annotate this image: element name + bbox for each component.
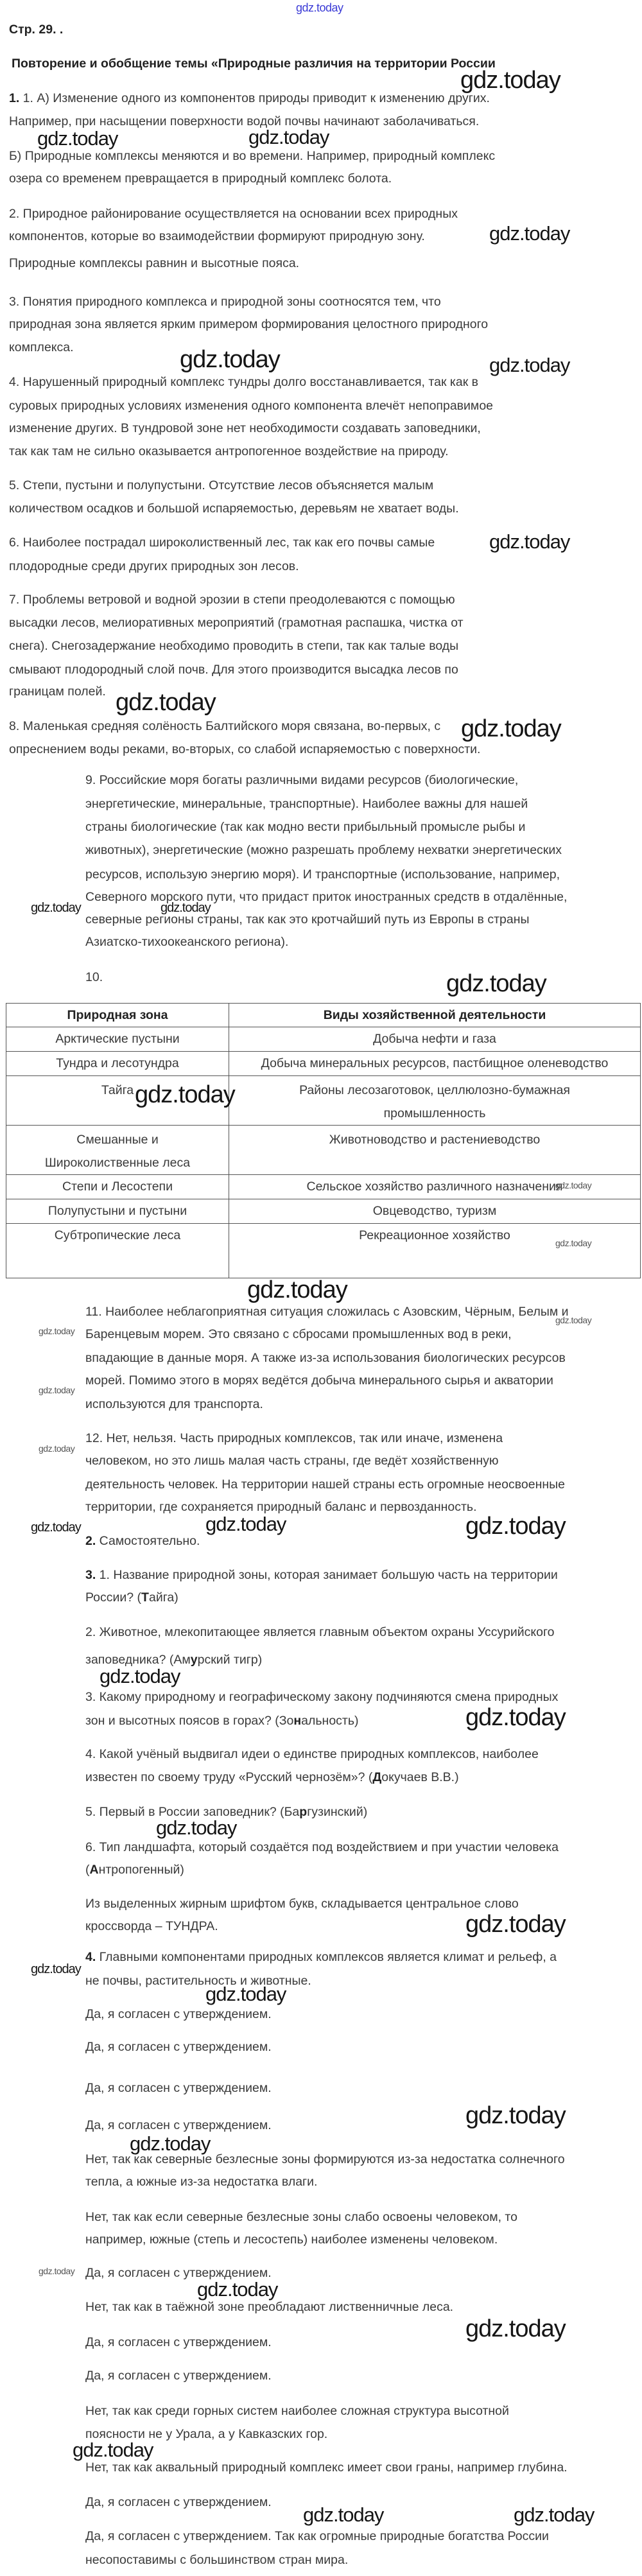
zone-cell xyxy=(6,1076,229,1126)
cell-text: Овцеводство, туризм xyxy=(372,1204,497,1218)
text-line: несопоставимы с большинством стран мира. xyxy=(85,2553,349,2567)
text-line: поясности не у Урала, а у Кавказских гор. xyxy=(85,2427,328,2441)
text-segment: 1. А) Изменение одного из компонентов природы приводит к изменению других. xyxy=(19,91,490,105)
text-line: Азиатско-тихоокеанского региона). xyxy=(85,935,289,949)
table-row xyxy=(6,1224,641,1278)
watermark-logo: gdz.today xyxy=(465,1704,566,1731)
bold-text: н xyxy=(293,1714,302,1728)
bold-text: у xyxy=(190,1653,198,1667)
text-line xyxy=(85,1770,459,1785)
text-line: 5. Степи, пустыни и полупустыни. Отсутствие лесов объясняется малым xyxy=(9,478,434,492)
activity-cell xyxy=(229,1126,641,1175)
watermark-logo: gdz.today xyxy=(39,1443,75,1454)
table-row xyxy=(6,1175,641,1199)
text-line: границам полей. xyxy=(9,684,106,699)
bold-text: Д xyxy=(372,1770,382,1784)
text-segment: зон и высотных поясов в горах? (Зо xyxy=(85,1714,294,1728)
text-line: Да, я согласен с утверждением. xyxy=(85,2007,272,2021)
text-line: 4. Какой учёный выдвигал идеи о единстве природных комплексов, наиболее xyxy=(85,1747,539,1761)
cell-text: Широколиственные леса xyxy=(44,1156,191,1170)
watermark-logo: gdz.today xyxy=(31,901,81,915)
text-line: Да, я согласен с утверждением. xyxy=(85,2495,272,2509)
cell-text: Арктические пустыни xyxy=(55,1032,180,1046)
zone-cell xyxy=(6,1126,229,1175)
text-line: Да, я согласен с утверждением. xyxy=(85,2335,272,2349)
text-line: 10. xyxy=(85,970,103,984)
watermark-logo: gdz.today xyxy=(31,1520,81,1535)
header-activities: Виды хозяйственной деятельности xyxy=(229,1004,641,1027)
text-line: 6. Тип ландшафта, который создаётся под воздействием и при участии человека xyxy=(85,1840,559,1854)
text-line xyxy=(85,1949,557,1965)
text-line: 6. Наиболее пострадал широколиственный лес, так как его почвы самые xyxy=(9,535,435,550)
text-line: 11. Наиболее неблагоприятная ситуация сложилась с Азовским, Чёрным, Белым и xyxy=(85,1305,569,1319)
watermark-logo: gdz.today xyxy=(465,1911,566,1938)
text-line: северные регионы страны, так как это кротчайший путь из Европы в страны xyxy=(85,912,530,927)
table-row xyxy=(6,1052,641,1076)
text-line: страны биологические (так как модно вести прибыльный промысле рыбы и xyxy=(85,820,526,834)
text-segment: Главными компонентами природных комплексов является климат и рельеф, а xyxy=(96,1950,557,1964)
text-segment: России? ( xyxy=(85,1590,142,1605)
text-segment: 5. Первый в России заповедник? (Ба xyxy=(85,1805,300,1819)
text-line: Нет, так как северные безлесные зоны формируются из-за недостатка солнечного xyxy=(85,2152,565,2166)
text-line: 7. Проблемы ветровой и водной эрозии в степи преодолеваются с помощью xyxy=(9,593,455,607)
table-row xyxy=(6,1126,641,1175)
bold-text: Т xyxy=(141,1590,149,1605)
text-line: Из выделенных жирным шрифтом букв, складывается центральное слово xyxy=(85,1897,519,1911)
text-line: Да, я согласен с утверждением. xyxy=(85,2369,272,2383)
text-line: морей. Помимо этого в морях ведётся добыча минерального сырья и акватории xyxy=(85,1373,553,1388)
text-line: тепла, а южные из-за недостатка влаги. xyxy=(85,2175,318,2189)
page-title: Повторение и обобщение темы «Природные различия на территории России xyxy=(12,57,496,71)
watermark-logo: gdz.today xyxy=(489,222,570,245)
zone-cell xyxy=(6,1224,229,1278)
text-line: высадки лесов, мелиоративных мероприятий (грамотная распашка, чистка от xyxy=(9,616,464,630)
watermark-logo: gdz.today xyxy=(248,126,329,148)
text-line: кроссворда – ТУНДРА. xyxy=(85,1919,218,1933)
text-line: суровых природных условиях изменения одного компонента влечёт непоправимое xyxy=(9,399,494,413)
bold-text: 1. xyxy=(9,91,20,105)
watermark-logo: gdz.today xyxy=(247,1276,347,1303)
text-line: деятельность человек. На территории нашей страны есть огромные неосвоенные xyxy=(85,1477,565,1492)
watermark-logo: gdz.today xyxy=(160,901,211,915)
text-line: используются для транспорта. xyxy=(85,1397,263,1411)
cell-text: Добыча нефти и газа xyxy=(373,1032,496,1046)
watermark-logo: gdz.today xyxy=(446,970,546,997)
bold-text: 4. xyxy=(85,1950,96,1964)
table-header-row xyxy=(6,1004,641,1027)
text-line: Нет, так как аквальный природный комплекс имеет свои граны, например глубина. xyxy=(85,2460,568,2475)
text-line: комплекса. xyxy=(9,340,74,354)
text-line: например, южные (степь и лесостепь) наиболее изменены человеком. xyxy=(85,2232,498,2247)
activity-cell xyxy=(229,1052,641,1076)
text-line: ресурсов, использую энергию моря). И транспортные (использование, например, xyxy=(85,867,560,882)
text-line: снега). Снегозадержание необходимо проводить в степи, так как талые воды xyxy=(9,639,459,653)
text-segment: айга) xyxy=(148,1590,178,1605)
text-line: Б) Природные комплексы меняются и во времени. Например, природный комплекс xyxy=(9,149,496,163)
text-line xyxy=(85,1862,184,1877)
text-line: человеком, но это лишь малая часть страны, где ведёт хозяйственную xyxy=(85,1454,499,1468)
text-line: количеством осадков и большой испаряемостью, деревьям не хватает воды. xyxy=(9,501,459,516)
watermark-logo: gdz.today xyxy=(39,1326,75,1336)
zone-cell xyxy=(6,1027,229,1052)
watermark-logo: gdz.today xyxy=(555,1315,592,1325)
text-line xyxy=(85,1590,178,1605)
text-line: озера со временем превращается в природный комплекс болота. xyxy=(9,171,392,186)
watermark-logo: gdz.today xyxy=(100,1665,180,1687)
zone-cell xyxy=(6,1199,229,1224)
watermark-logo: gdz.today xyxy=(39,1385,75,1395)
activity-cell xyxy=(229,1027,641,1052)
activity-cell xyxy=(229,1175,641,1199)
text-line: территории, где сохраняется природный баланс и первозданность. xyxy=(85,1500,477,1514)
cell-text: Смешанные и xyxy=(76,1133,159,1147)
text-line: 2. Природное районирование осуществляется на основании всех природных xyxy=(9,207,458,221)
text-line: Да, я согласен с утверждением. xyxy=(85,2266,272,2280)
text-line: Да, я согласен с утверждением. xyxy=(85,2118,272,2132)
watermark-logo: gdz.today xyxy=(135,1081,235,1108)
text-line xyxy=(9,91,490,106)
table-row xyxy=(6,1027,641,1052)
text-line: компонентов, которые во взаимодействии формируют природную зону. xyxy=(9,229,425,243)
cell-text: Сельское хозяйство различного назначения xyxy=(306,1179,563,1194)
bold-text: 3. xyxy=(85,1568,96,1582)
text-line: 2. Животное, млекопитающее является главным объектом охраны Уссурийского xyxy=(85,1625,555,1639)
text-line: Природные комплексы равнин и высотные пояса. xyxy=(9,256,300,270)
text-line: 4. Нарушенный природный комплекс тундры долго восстанавливается, так как в xyxy=(9,375,479,389)
text-line: Например, при насыщении поверхности водой почвы начинают заболачиваться. xyxy=(9,114,480,128)
watermark-logo: gdz.today xyxy=(555,1180,592,1190)
watermark-logo: gdz.today xyxy=(460,67,560,94)
page-label: Стр. 29. . xyxy=(9,22,64,37)
text-line xyxy=(85,1567,558,1583)
text-line: опреснением воды реками, во-вторых, со слабой испаряемостью с поверхности. xyxy=(9,742,481,756)
text-line: Нет, так как среди горных систем наиболее сложная структура высотной xyxy=(85,2404,509,2418)
cell-text: Степи и Лесостепи xyxy=(62,1179,173,1194)
header-zone: Природная зона xyxy=(6,1004,229,1027)
activity-cell xyxy=(229,1076,641,1126)
watermark-logo: gdz.today xyxy=(205,1513,286,1535)
text-line: Да, я согласен с утверждением. xyxy=(85,2040,272,2054)
text-line: не почвы, растительность и животные. xyxy=(85,1974,311,1988)
zone-cell xyxy=(6,1052,229,1076)
text-line: Нет, так как в таёжной зоне преобладают лиственничные леса. xyxy=(85,2300,454,2314)
text-segment: альность) xyxy=(301,1714,359,1728)
text-segment: рский тигр) xyxy=(197,1653,263,1667)
watermark-logo: gdz.today xyxy=(31,1962,81,1976)
cell-text: Полупустыни и пустыни xyxy=(48,1204,187,1218)
cell-text: промышленность xyxy=(383,1106,486,1120)
text-line: впадающие в данные моря. А также из-за использования биологических ресурсов xyxy=(85,1351,566,1365)
text-segment: гузинский) xyxy=(307,1805,368,1819)
watermark-logo: gdz.today xyxy=(156,1816,237,1839)
watermark-logo: gdz.today xyxy=(116,689,216,716)
text-segment: заповедника? (Ам xyxy=(85,1653,191,1667)
site-link[interactable]: gdz.today xyxy=(296,1,343,14)
watermark-logo: gdz.today xyxy=(461,715,561,742)
cell-text: Животноводство и растениеводство xyxy=(329,1133,541,1147)
watermark-logo: gdz.today xyxy=(37,127,118,150)
text-segment: ( xyxy=(85,1863,90,1877)
cell-text: Районы лесозаготовок, целлюлозно-бумажная xyxy=(299,1083,570,1097)
watermark-logo: gdz.today xyxy=(555,1238,592,1248)
text-line xyxy=(85,1533,200,1549)
text-line: Да, я согласен с утверждением. Так как огромные природные богатства России xyxy=(85,2529,549,2543)
text-line: так как там не сильно оказывается антропогенное воздействие на природу. xyxy=(9,444,449,458)
watermark-logo: gdz.today xyxy=(465,2315,566,2342)
watermark-logo: gdz.today xyxy=(39,2266,75,2276)
text-line: 9. Российские моря богаты различными видами ресурсов (биологические, xyxy=(85,773,519,787)
watermark-logo: gdz.today xyxy=(465,2102,566,2129)
zones-activities-table xyxy=(6,1003,641,1278)
table-row xyxy=(6,1076,641,1126)
bold-text: р xyxy=(299,1805,308,1819)
watermark-logo: gdz.today xyxy=(489,354,570,376)
watermark-logo: gdz.today xyxy=(197,2278,278,2301)
cell-text: Тундра и лесотундра xyxy=(56,1056,179,1070)
text-line: Баренцевым морем. Это связано с сбросами промышленных вод в реки, xyxy=(85,1327,512,1341)
watermark-logo: gdz.today xyxy=(303,2503,384,2526)
table-row xyxy=(6,1199,641,1224)
text-segment: 1. Название природной зоны, которая занимает большую часть на территории xyxy=(96,1568,558,1582)
activity-cell xyxy=(229,1199,641,1224)
activity-cell xyxy=(229,1224,641,1278)
cell-text: Рекреационное хозяйство xyxy=(359,1228,510,1242)
zone-cell xyxy=(6,1175,229,1199)
watermark-logo: gdz.today xyxy=(465,1513,566,1540)
watermark-logo: gdz.today xyxy=(180,346,280,373)
cell-text: Тайга xyxy=(101,1083,134,1097)
text-line xyxy=(85,1713,359,1728)
text-line: энергетические, минеральные, транспортные). Наиболее важны для нашей xyxy=(85,797,528,811)
text-line xyxy=(85,1652,262,1667)
watermark-logo: gdz.today xyxy=(130,2132,211,2155)
text-line xyxy=(85,1804,367,1820)
text-line: Да, я согласен с утверждением. xyxy=(85,2081,272,2095)
cell-text: Добыча минеральных ресурсов, пастбищное оленеводство xyxy=(261,1056,609,1070)
watermark-logo: gdz.today xyxy=(514,2503,594,2526)
watermark-logo: gdz.today xyxy=(73,2439,153,2461)
text-segment: известен по своему труду «Русский чернозём»? ( xyxy=(85,1770,373,1784)
watermark-logo: gdz.today xyxy=(205,1983,286,2005)
text-line: Северного морского пути, что придаст приток иностранных средств в отдалённые, xyxy=(85,890,568,904)
text-line: Нет, так как если северные безлесные зоны слабо освоены человеком, то xyxy=(85,2210,517,2224)
text-segment: нтропогенный) xyxy=(98,1863,184,1877)
text-line: 3. Какому природному и географическому закону подчиняются смена природных xyxy=(85,1690,559,1704)
text-line: природная зона является ярким примером формирования целостного природного xyxy=(9,317,489,331)
cell-text: Субтропические леса xyxy=(54,1228,181,1242)
watermark-logo: gdz.today xyxy=(489,530,570,553)
text-line: 3. Понятия природного комплекса и природной зоны соотносятся тем, что xyxy=(9,295,441,309)
text-line: 12. Нет, нельзя. Часть природных комплексов, так или иначе, изменена xyxy=(85,1431,503,1445)
bold-text: А xyxy=(89,1863,99,1877)
bold-text: 2. xyxy=(85,1534,96,1548)
text-line: смывают плодородный слой почв. Для этого производится высадка лесов по xyxy=(9,663,458,677)
text-line: плодородные среди других природных зон лесов. xyxy=(9,559,299,573)
text-line: 8. Маленькая средняя солёность Балтийского моря связана, во-первых, с xyxy=(9,719,441,733)
text-line: изменение других. В тундровой зоне нет необходимости создавать заповедники, xyxy=(9,421,481,435)
text-line: животных), энергетические (можно разрешать проблему нехватки энергетических xyxy=(85,843,562,857)
text-segment: Самостоятельно. xyxy=(96,1534,200,1548)
text-segment: окучаев В.В.) xyxy=(381,1770,459,1784)
